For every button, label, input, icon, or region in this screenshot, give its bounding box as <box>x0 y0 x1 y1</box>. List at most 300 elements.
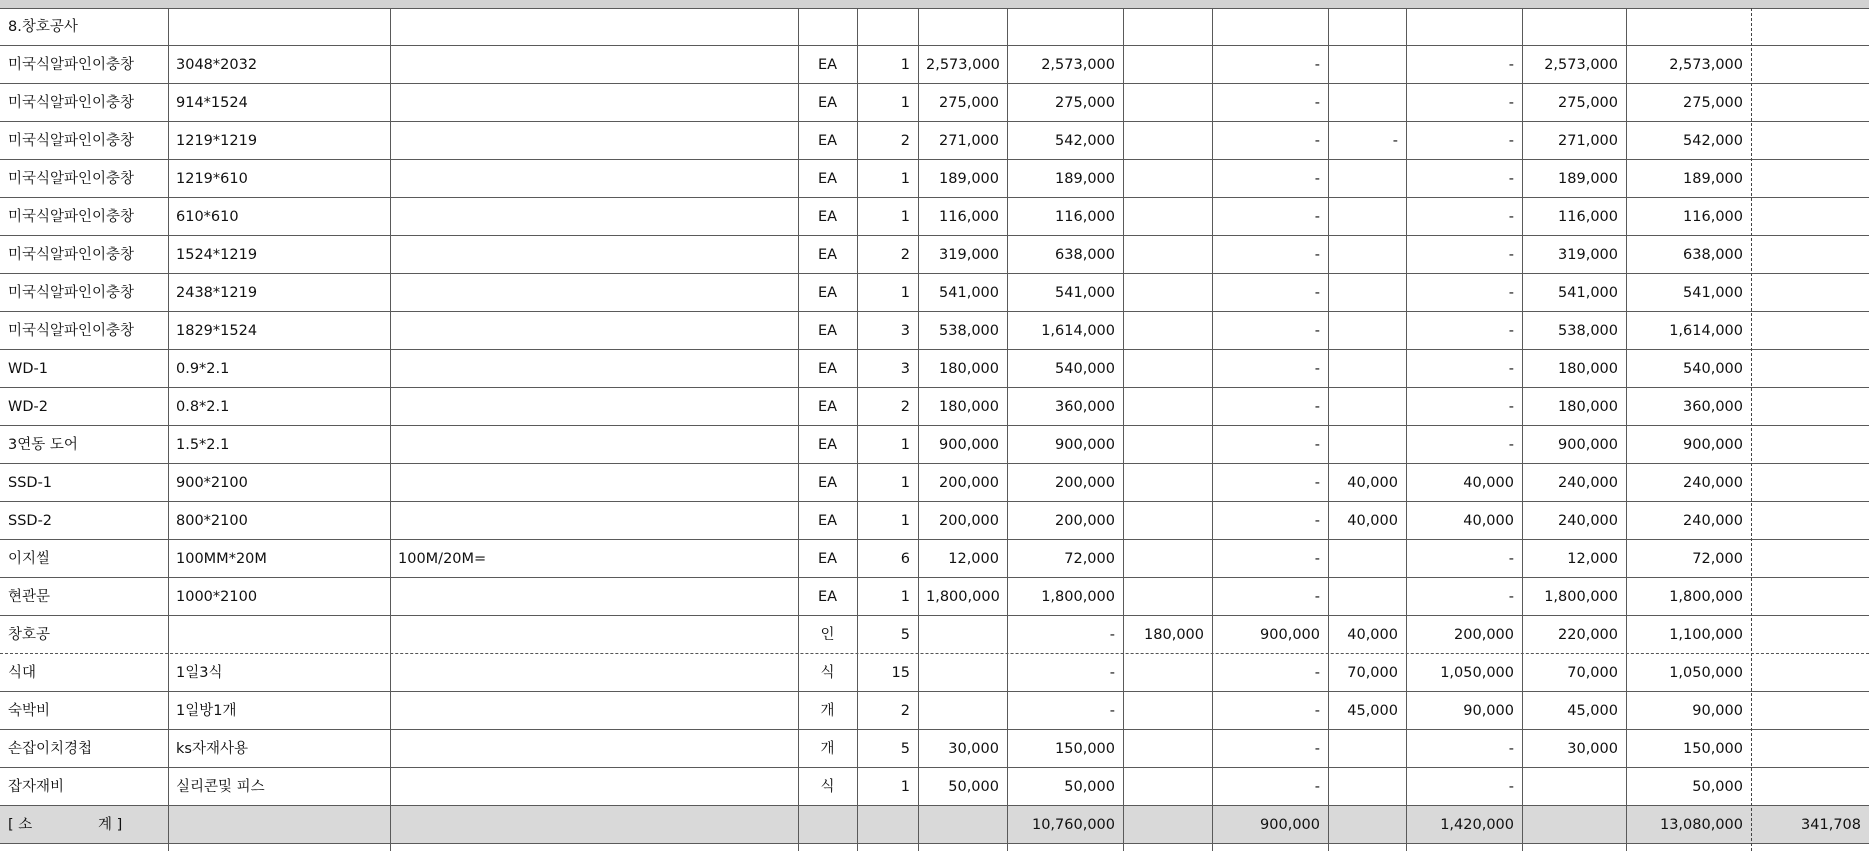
spec-cell: 1일3식 <box>176 665 223 681</box>
note-cell <box>390 502 798 540</box>
spec-cell: 2438*1219 <box>176 285 258 301</box>
expense-amount-cell: - <box>1508 741 1514 757</box>
total-amount-cell: 240,000 <box>1683 513 1743 529</box>
labor-amount-cell: - <box>1314 475 1320 491</box>
expense-unit-price-cell: 40,000 <box>1347 475 1398 491</box>
quantity-cell: 1 <box>900 171 910 187</box>
total-unit-price-cell: 12,000 <box>1567 551 1618 567</box>
expense-unit-price-cell <box>1328 730 1406 768</box>
spec-cell: 1일방1개 <box>176 703 237 719</box>
quantity-cell: 6 <box>900 551 910 567</box>
subtotal-label-left: [ 소 <box>8 817 33 833</box>
labor-unit-price-cell <box>1123 692 1212 730</box>
labor-unit-price-cell <box>1123 8 1212 46</box>
quantity-cell: 1 <box>900 589 910 605</box>
total-amount-cell: 275,000 <box>1683 95 1743 111</box>
quantity-cell: 1 <box>900 95 910 111</box>
labor-amount-cell: - <box>1314 399 1320 415</box>
material-amount-cell: 200,000 <box>1055 513 1115 529</box>
material-amount-cell <box>1007 8 1123 46</box>
material-unit-price-cell <box>918 654 1007 692</box>
material-unit-price-cell: 275,000 <box>939 95 999 111</box>
labor-unit-price-cell <box>1123 464 1212 502</box>
extra-cell <box>1751 312 1869 350</box>
extra-cell <box>1751 198 1869 236</box>
total-unit-price-cell <box>1522 8 1626 46</box>
labor-amount-cell: - <box>1314 57 1320 73</box>
total-amount-cell: 72,000 <box>1692 551 1743 567</box>
extra-cell <box>1751 464 1869 502</box>
item-name-cell: 미국식알파인이충창 <box>8 247 135 263</box>
subtotal-total-amount: 13,080,000 <box>1659 817 1743 833</box>
unit-cell: EA <box>817 361 838 377</box>
item-name-cell: 미국식알파인이충창 <box>8 133 135 149</box>
expense-unit-price-cell: 40,000 <box>1347 513 1398 529</box>
unit-cell <box>798 8 857 46</box>
note-cell <box>390 160 798 198</box>
note-cell <box>390 730 798 768</box>
unit-cell: EA <box>817 513 838 529</box>
expense-unit-price-cell: 40,000 <box>1347 627 1398 643</box>
quantity-cell: 3 <box>900 361 910 377</box>
quantity-cell: 1 <box>900 779 910 795</box>
labor-unit-price-cell <box>1123 502 1212 540</box>
material-unit-price-cell: 319,000 <box>939 247 999 263</box>
labor-unit-price-cell <box>1123 122 1212 160</box>
expense-amount-cell: - <box>1508 551 1514 567</box>
unit-cell: EA <box>817 171 838 187</box>
material-amount-cell: 200,000 <box>1055 475 1115 491</box>
quantity-cell: 2 <box>900 399 910 415</box>
quantity-cell <box>857 8 918 46</box>
item-name-cell: 미국식알파인이충창 <box>8 57 135 73</box>
quantity-cell: 3 <box>900 323 910 339</box>
labor-unit-price-cell <box>1123 426 1212 464</box>
extra-cell <box>1751 274 1869 312</box>
material-unit-price-cell: 180,000 <box>939 399 999 415</box>
labor-unit-price-cell <box>1123 198 1212 236</box>
material-amount-cell: 540,000 <box>1055 361 1115 377</box>
material-amount-cell: 50,000 <box>1064 779 1115 795</box>
note-cell <box>390 388 798 426</box>
item-name-cell: WD-1 <box>8 361 48 377</box>
item-name-cell: 미국식알파인이충창 <box>8 209 135 225</box>
spec-cell: 800*2100 <box>176 513 248 529</box>
item-name-cell: 8.창호공사 <box>8 19 78 35</box>
labor-unit-price-cell: 180,000 <box>1144 627 1204 643</box>
labor-unit-price-cell <box>1123 730 1212 768</box>
total-amount-cell: 116,000 <box>1683 209 1743 225</box>
total-amount-cell <box>1626 8 1751 46</box>
spec-cell: 100MM*20M <box>176 551 267 567</box>
labor-unit-price-cell <box>1123 388 1212 426</box>
expense-unit-price-cell <box>1328 350 1406 388</box>
extra-cell <box>1751 616 1869 654</box>
material-amount-cell: 542,000 <box>1055 133 1115 149</box>
total-amount-cell: 150,000 <box>1683 741 1743 757</box>
expense-unit-price-cell <box>1328 426 1406 464</box>
labor-amount-cell: - <box>1314 779 1320 795</box>
quantity-cell: 1 <box>900 285 910 301</box>
unit-cell: EA <box>817 589 838 605</box>
extra-cell <box>1751 502 1869 540</box>
item-name-cell: 창호공 <box>8 627 51 643</box>
material-unit-price-cell: 180,000 <box>939 361 999 377</box>
total-amount-cell: 541,000 <box>1683 285 1743 301</box>
unit-cell: EA <box>817 399 838 415</box>
quantity-cell: 2 <box>900 703 910 719</box>
material-unit-price-cell: 189,000 <box>939 171 999 187</box>
spec-cell <box>168 8 390 46</box>
total-unit-price-cell: 240,000 <box>1558 513 1618 529</box>
spec-cell: 1219*1219 <box>176 133 258 149</box>
note-cell <box>390 236 798 274</box>
labor-amount-cell: - <box>1314 361 1320 377</box>
quantity-cell: 5 <box>900 741 910 757</box>
labor-amount-cell: - <box>1314 95 1320 111</box>
material-unit-price-cell: 538,000 <box>939 323 999 339</box>
material-unit-price-cell: 2,573,000 <box>926 57 1000 73</box>
expense-amount-cell: - <box>1508 361 1514 377</box>
extra-cell <box>1751 654 1869 692</box>
total-amount-cell: 240,000 <box>1683 475 1743 491</box>
total-unit-price-cell <box>1522 768 1626 806</box>
total-amount-cell: 90,000 <box>1692 703 1743 719</box>
unit-cell: EA <box>817 551 838 567</box>
note-cell <box>390 654 798 692</box>
extra-cell <box>1751 350 1869 388</box>
note-cell <box>390 274 798 312</box>
note-cell <box>390 312 798 350</box>
total-unit-price-cell: 2,573,000 <box>1544 57 1618 73</box>
extra-cell <box>1751 122 1869 160</box>
expense-amount-cell: - <box>1508 589 1514 605</box>
expense-amount-cell: - <box>1508 323 1514 339</box>
unit-cell: EA <box>817 323 838 339</box>
sheet-top-edge <box>0 0 1869 8</box>
expense-amount-cell: - <box>1508 133 1514 149</box>
quantity-cell: 5 <box>900 627 910 643</box>
labor-unit-price-cell <box>1123 160 1212 198</box>
material-unit-price-cell: 200,000 <box>939 513 999 529</box>
unit-cell: EA <box>817 475 838 491</box>
spec-cell: 914*1524 <box>176 95 248 111</box>
total-amount-cell: 1,800,000 <box>1669 589 1743 605</box>
expense-amount-cell <box>1406 8 1522 46</box>
labor-unit-price-cell <box>1123 46 1212 84</box>
expense-amount-cell: - <box>1508 95 1514 111</box>
expense-unit-price-cell <box>1328 274 1406 312</box>
labor-unit-price-cell <box>1123 84 1212 122</box>
labor-amount-cell: - <box>1314 703 1320 719</box>
extra-cell <box>1751 236 1869 274</box>
subtotal-extra-value: 341,708 <box>1801 817 1861 833</box>
expense-unit-price-cell <box>1328 540 1406 578</box>
labor-amount-cell: - <box>1314 209 1320 225</box>
expense-amount-cell: 90,000 <box>1463 703 1514 719</box>
labor-amount-cell: - <box>1314 551 1320 567</box>
material-unit-price-cell: 200,000 <box>939 475 999 491</box>
material-amount-cell: 360,000 <box>1055 399 1115 415</box>
subtotal-expense-amount: 1,420,000 <box>1440 817 1514 833</box>
note-cell <box>390 768 798 806</box>
labor-unit-price-cell <box>1123 578 1212 616</box>
item-name-cell: 숙박비 <box>8 703 51 719</box>
total-amount-cell: 2,573,000 <box>1669 57 1743 73</box>
item-name-cell: 미국식알파인이충창 <box>8 285 135 301</box>
total-amount-cell: 638,000 <box>1683 247 1743 263</box>
labor-amount-cell: - <box>1314 133 1320 149</box>
total-amount-cell: 542,000 <box>1683 133 1743 149</box>
subtotal-material-amount: 10,760,000 <box>1031 817 1115 833</box>
total-unit-price-cell: 189,000 <box>1558 171 1618 187</box>
expense-amount-cell: 1,050,000 <box>1440 665 1514 681</box>
expense-unit-price-cell <box>1328 160 1406 198</box>
material-amount-cell: 638,000 <box>1055 247 1115 263</box>
material-amount-cell: 150,000 <box>1055 741 1115 757</box>
spec-cell: 900*2100 <box>176 475 248 491</box>
expense-amount-cell: - <box>1508 171 1514 187</box>
item-name-cell: 현관문 <box>8 589 51 605</box>
item-name-cell: 3연동 도어 <box>8 437 78 453</box>
note-cell: 100M/20M= <box>398 551 487 567</box>
unit-cell: 식 <box>820 665 835 681</box>
item-name-cell: 잡자재비 <box>8 779 65 795</box>
subtotal-label-right: 계 ] <box>98 817 123 833</box>
labor-amount-cell <box>1212 8 1328 46</box>
total-amount-cell: 540,000 <box>1683 361 1743 377</box>
extra-cell <box>1751 8 1869 46</box>
labor-amount-cell: - <box>1314 247 1320 263</box>
unit-cell: EA <box>817 285 838 301</box>
total-amount-cell: 189,000 <box>1683 171 1743 187</box>
material-amount-cell: 189,000 <box>1055 171 1115 187</box>
labor-unit-price-cell <box>1123 274 1212 312</box>
total-unit-price-cell: 275,000 <box>1558 95 1618 111</box>
item-name-cell: 미국식알파인이충창 <box>8 323 135 339</box>
unit-cell: 개 <box>820 741 835 757</box>
expense-unit-price-cell <box>1328 8 1406 46</box>
labor-amount-cell: 900,000 <box>1260 627 1320 643</box>
note-cell <box>390 350 798 388</box>
labor-amount-cell: - <box>1314 665 1320 681</box>
subtotal-labor-amount: 900,000 <box>1260 817 1320 833</box>
expense-amount-cell: 200,000 <box>1454 627 1514 643</box>
extra-cell <box>1751 46 1869 84</box>
total-amount-cell: 360,000 <box>1683 399 1743 415</box>
labor-amount-cell: - <box>1314 741 1320 757</box>
total-unit-price-cell: 180,000 <box>1558 399 1618 415</box>
material-amount-cell: 900,000 <box>1055 437 1115 453</box>
material-amount-cell: - <box>1109 703 1115 719</box>
spec-cell: 1829*1524 <box>176 323 258 339</box>
item-name-cell: SSD-2 <box>8 513 53 529</box>
note-cell <box>390 464 798 502</box>
total-amount-cell: 900,000 <box>1683 437 1743 453</box>
spec-cell: ks자재사용 <box>176 741 248 757</box>
expense-unit-price-cell <box>1328 198 1406 236</box>
unit-cell: EA <box>817 95 838 111</box>
material-amount-cell: - <box>1109 627 1115 643</box>
expense-unit-price-cell <box>1328 768 1406 806</box>
note-cell <box>390 692 798 730</box>
spec-cell: 1219*610 <box>176 171 248 187</box>
unit-cell: 식 <box>820 779 835 795</box>
unit-cell: EA <box>817 57 838 73</box>
material-unit-price-cell <box>918 692 1007 730</box>
spec-cell: 실리콘및 피스 <box>176 779 265 795</box>
total-amount-cell: 1,100,000 <box>1669 627 1743 643</box>
material-amount-cell: 2,573,000 <box>1041 57 1115 73</box>
expense-amount-cell: - <box>1508 247 1514 263</box>
expense-unit-price-cell: 45,000 <box>1347 703 1398 719</box>
material-amount-cell: 541,000 <box>1055 285 1115 301</box>
expense-unit-price-cell <box>1328 578 1406 616</box>
total-unit-price-cell: 1,800,000 <box>1544 589 1618 605</box>
labor-unit-price-cell <box>1123 654 1212 692</box>
labor-unit-price-cell <box>1123 236 1212 274</box>
spec-cell: 1524*1219 <box>176 247 258 263</box>
expense-amount-cell: - <box>1508 779 1514 795</box>
quantity-cell: 2 <box>900 133 910 149</box>
labor-amount-cell: - <box>1314 589 1320 605</box>
material-unit-price-cell: 116,000 <box>939 209 999 225</box>
total-unit-price-cell: 319,000 <box>1558 247 1618 263</box>
spec-cell: 0.8*2.1 <box>176 399 230 415</box>
unit-cell: EA <box>817 247 838 263</box>
total-unit-price-cell: 271,000 <box>1558 133 1618 149</box>
item-name-cell: 미국식알파인이충창 <box>8 171 135 187</box>
note-cell <box>390 578 798 616</box>
material-amount-cell: 1,614,000 <box>1041 323 1115 339</box>
note-cell <box>390 46 798 84</box>
expense-unit-price-cell <box>1328 46 1406 84</box>
material-unit-price-cell <box>918 616 1007 654</box>
spec-cell: 3048*2032 <box>176 57 258 73</box>
extra-cell <box>1751 426 1869 464</box>
extra-cell <box>1751 388 1869 426</box>
material-amount-cell: - <box>1109 665 1115 681</box>
total-unit-price-cell: 70,000 <box>1567 665 1618 681</box>
spec-cell: 610*610 <box>176 209 239 225</box>
labor-unit-price-cell <box>1123 350 1212 388</box>
subtotal-row-background <box>0 806 1869 844</box>
total-unit-price-cell: 180,000 <box>1558 361 1618 377</box>
labor-unit-price-cell <box>1123 540 1212 578</box>
expense-unit-price-cell <box>1328 388 1406 426</box>
note-cell <box>390 122 798 160</box>
labor-unit-price-cell <box>1123 312 1212 350</box>
expense-amount-cell: 40,000 <box>1463 475 1514 491</box>
unit-cell: EA <box>817 133 838 149</box>
total-unit-price-cell: 541,000 <box>1558 285 1618 301</box>
labor-amount-cell: - <box>1314 437 1320 453</box>
expense-amount-cell: - <box>1508 399 1514 415</box>
extra-cell <box>1751 578 1869 616</box>
material-unit-price-cell: 900,000 <box>939 437 999 453</box>
extra-cell <box>1751 540 1869 578</box>
extra-cell <box>1751 730 1869 768</box>
spec-cell: 1000*2100 <box>176 589 258 605</box>
total-unit-price-cell: 116,000 <box>1558 209 1618 225</box>
note-cell <box>390 8 798 46</box>
item-name-cell: 이지씰 <box>8 551 51 567</box>
quantity-cell: 2 <box>900 247 910 263</box>
unit-cell: EA <box>817 437 838 453</box>
material-unit-price-cell: 1,800,000 <box>926 589 1000 605</box>
spec-cell: 1.5*2.1 <box>176 437 230 453</box>
material-unit-price-cell: 30,000 <box>948 741 999 757</box>
unit-cell: EA <box>817 209 838 225</box>
extra-cell <box>1751 160 1869 198</box>
extra-cell <box>1751 692 1869 730</box>
note-cell <box>390 198 798 236</box>
item-name-cell: 미국식알파인이충창 <box>8 95 135 111</box>
quantity-cell: 1 <box>900 57 910 73</box>
unit-cell: 개 <box>820 703 835 719</box>
item-name-cell: WD-2 <box>8 399 48 415</box>
quantity-cell: 1 <box>900 513 910 529</box>
expense-unit-price-cell: - <box>1392 133 1398 149</box>
row-divider <box>0 843 1869 844</box>
material-unit-price-cell: 541,000 <box>939 285 999 301</box>
quantity-cell: 15 <box>891 665 910 681</box>
spec-cell: 0.9*2.1 <box>176 361 230 377</box>
quantity-cell: 1 <box>900 437 910 453</box>
total-unit-price-cell: 538,000 <box>1558 323 1618 339</box>
labor-amount-cell: - <box>1314 513 1320 529</box>
total-unit-price-cell: 30,000 <box>1567 741 1618 757</box>
quantity-cell: 1 <box>900 475 910 491</box>
material-unit-price-cell: 50,000 <box>948 779 999 795</box>
total-unit-price-cell: 45,000 <box>1567 703 1618 719</box>
total-amount-cell: 50,000 <box>1692 779 1743 795</box>
expense-amount-cell: - <box>1508 437 1514 453</box>
item-name-cell: SSD-1 <box>8 475 53 491</box>
total-amount-cell: 1,614,000 <box>1669 323 1743 339</box>
expense-amount-cell: - <box>1508 209 1514 225</box>
expense-amount-cell: 40,000 <box>1463 513 1514 529</box>
labor-amount-cell: - <box>1314 323 1320 339</box>
material-unit-price-cell: 12,000 <box>948 551 999 567</box>
total-unit-price-cell: 220,000 <box>1558 627 1618 643</box>
total-unit-price-cell: 900,000 <box>1558 437 1618 453</box>
expense-unit-price-cell: 70,000 <box>1347 665 1398 681</box>
item-name-cell: 식대 <box>8 665 37 681</box>
expense-unit-price-cell <box>1328 312 1406 350</box>
note-cell <box>390 426 798 464</box>
material-amount-cell: 116,000 <box>1055 209 1115 225</box>
expense-unit-price-cell <box>1328 236 1406 274</box>
note-cell <box>390 616 798 654</box>
item-name-cell: 손잡이치경첩 <box>8 741 93 757</box>
unit-cell: 인 <box>820 627 835 643</box>
material-unit-price-cell: 271,000 <box>939 133 999 149</box>
total-unit-price-cell: 240,000 <box>1558 475 1618 491</box>
labor-amount-cell: - <box>1314 171 1320 187</box>
material-unit-price-cell <box>918 8 1007 46</box>
labor-unit-price-cell <box>1123 768 1212 806</box>
labor-amount-cell: - <box>1314 285 1320 301</box>
expense-amount-cell: - <box>1508 57 1514 73</box>
extra-cell <box>1751 768 1869 806</box>
expense-unit-price-cell <box>1328 84 1406 122</box>
total-amount-cell: 1,050,000 <box>1669 665 1743 681</box>
material-amount-cell: 1,800,000 <box>1041 589 1115 605</box>
spec-cell <box>168 616 390 654</box>
note-cell <box>390 84 798 122</box>
material-amount-cell: 275,000 <box>1055 95 1115 111</box>
